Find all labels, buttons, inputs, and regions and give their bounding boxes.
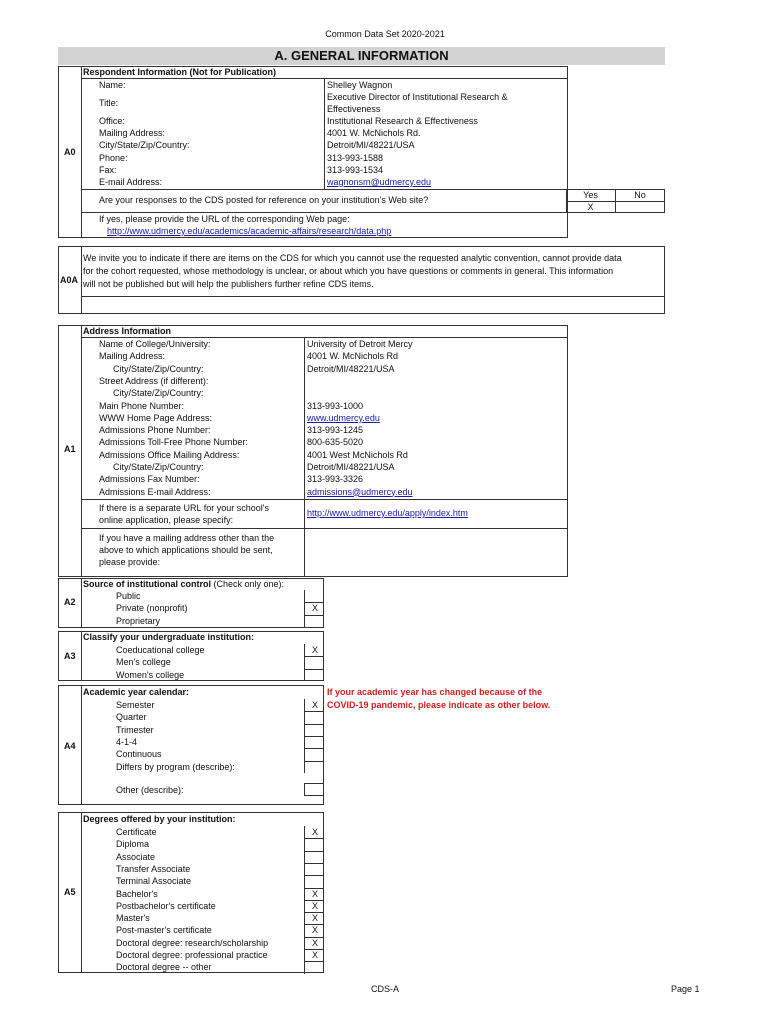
- a3-row-divider: [304, 669, 324, 670]
- a3-option-label: Coeducational college: [116, 645, 205, 655]
- section-code-a1: A1: [64, 444, 76, 454]
- a2-heading-note: (Check only one):: [211, 579, 285, 589]
- a0-fax-value: 313-993-1534: [327, 165, 384, 175]
- a1-row-label: City/State/Zip/Country:: [113, 363, 204, 374]
- a0-mail-label: Mailing Address:: [99, 128, 166, 138]
- a1-row-label: WWW Home Page Address:: [99, 412, 213, 423]
- a2-option-label: Private (nonprofit): [116, 603, 188, 614]
- a2-option-checkbox[interactable]: X: [311, 603, 318, 614]
- a4-covid-note-1: If your academic year has changed because of the: [327, 687, 543, 697]
- a1-row-value: University of Detroit Mercy: [307, 339, 413, 349]
- a0-title-value-1: Executive Director of Institutional Research &: [327, 92, 508, 102]
- a0a-text-1: We invite you to indicate if there are items on the CDS for which you cannot use the requested analytic convention, cannot provide data: [83, 253, 622, 263]
- a5-option-checkbox[interactable]: X: [311, 913, 318, 924]
- a0-fax-label: Fax:: [99, 165, 117, 175]
- a5-option-label: Diploma: [116, 839, 150, 850]
- section-code-a5: A5: [64, 887, 76, 897]
- a1-row-label: Admissions E-mail Address:: [99, 486, 211, 497]
- a2-row-divider: [304, 602, 324, 603]
- a5-option-checkbox[interactable]: X: [311, 888, 318, 899]
- a1-heading: Address Information: [83, 326, 172, 336]
- a4-row-divider: [304, 711, 324, 712]
- a5-option-label: Doctoral degree: professional practice: [116, 950, 268, 960]
- a1-row-label: City/State/Zip/Country:: [113, 462, 204, 472]
- section-code-a2: A2: [64, 597, 76, 607]
- a5-option-label: Terminal Associate: [116, 876, 192, 887]
- a5-row-divider: [304, 937, 324, 938]
- a5-row-divider: [304, 851, 324, 852]
- a1-row-value: 800-635-5020: [307, 437, 364, 448]
- a5-option-label: Associate: [116, 851, 156, 862]
- a5-heading: Degrees offered by your institution:: [83, 814, 236, 824]
- a5-option-label: Doctoral degree: research/scholarship: [116, 937, 269, 948]
- a4-row-divider: [304, 761, 324, 762]
- a4-other-checkbox[interactable]: [304, 783, 324, 796]
- a0a-text-3: will not be published but will help the publishers further refine CDS items.: [83, 279, 374, 289]
- a1-row-value: 313-993-1000: [307, 400, 364, 411]
- document-header: Common Data Set 2020-2021: [325, 29, 445, 39]
- a1-alt-mail-1: If you have a mailing address other than the: [99, 533, 275, 543]
- footer-page-number: Page 1: [671, 984, 700, 994]
- a1-row-value: 4001 W. McNichols Rd: [307, 351, 399, 362]
- a5-row-divider: [304, 912, 324, 913]
- a1-online-label-2: online application, please specify:: [99, 515, 234, 525]
- a1-row-value-link[interactable]: admissions@udmercy.edu: [307, 486, 413, 497]
- a0-mail-value: 4001 W. McNichols Rd.: [327, 128, 421, 138]
- a1-row-label: Admissions Toll-Free Phone Number:: [99, 437, 248, 448]
- a2-heading-main: Source of institutional control: [83, 579, 211, 589]
- a1-row-label: Name of College/University:: [99, 339, 211, 349]
- a3-option-checkbox[interactable]: X: [311, 645, 318, 655]
- a1-row-label: Admissions Phone Number:: [99, 425, 211, 436]
- a1-row-value: 313-993-1245: [307, 425, 364, 436]
- a4-option-checkbox[interactable]: X: [311, 700, 318, 710]
- a5-row-divider: [304, 888, 324, 889]
- a1-alt-mail-3: please provide:: [99, 557, 161, 567]
- a4-row-divider: [304, 724, 324, 725]
- a0-phone-label: Phone:: [99, 153, 128, 163]
- a5-option-checkbox[interactable]: X: [311, 827, 318, 837]
- a1-row-label: City/State/Zip/Country:: [113, 388, 204, 399]
- a5-row-divider: [304, 949, 324, 950]
- a0-name-value: Shelley Wagnon: [327, 80, 393, 90]
- a0-yes-label: Yes: [583, 190, 598, 200]
- a4-option-label: Differs by program (describe):: [116, 761, 235, 772]
- a4-option-label: Trimester: [116, 724, 154, 735]
- a2-option-label: Public: [116, 591, 141, 601]
- a5-option-label: Doctoral degree -- other: [116, 962, 212, 973]
- a5-option-label: Postbachelor's certificate: [116, 900, 216, 911]
- a4-option-label: 4-1-4: [116, 736, 138, 747]
- a5-option-checkbox[interactable]: X: [311, 925, 318, 936]
- a1-online-label-1: If there is a separate URL for your school's: [99, 503, 269, 513]
- a5-option-label: Transfer Associate: [116, 863, 191, 874]
- a3-option-label: Women's college: [116, 669, 185, 680]
- a5-option-label: Certificate: [116, 827, 157, 837]
- a0a-text-2: for the cohort requested, whose methodology is unclear, or about which you have questions or comments in general. This information: [83, 266, 614, 276]
- a4-row-divider: [304, 736, 324, 737]
- a2-option-label: Proprietary: [116, 615, 161, 626]
- a1-row-value: 313-993-3326: [307, 474, 364, 485]
- a3-option-label: Men's college: [116, 657, 171, 668]
- a1-row-value: 4001 West McNichols Rd: [307, 449, 408, 460]
- a1-row-label: Street Address (if different):: [99, 375, 209, 386]
- a4-option-label: Semester: [116, 700, 155, 710]
- section-title: A. GENERAL INFORMATION: [58, 47, 665, 65]
- a5-row-divider: [304, 961, 324, 962]
- a0-office-value: Institutional Research & Effectiveness: [327, 116, 478, 126]
- a0-email-link[interactable]: wagnonsm@udmercy.edu: [327, 177, 432, 187]
- a4-option-label: Continuous: [116, 749, 162, 760]
- a4-heading: Academic year calendar:: [83, 687, 190, 697]
- a5-row-divider: [304, 863, 324, 864]
- a3-row-divider: [304, 656, 324, 657]
- a4-covid-note-2: COVID-19 pandemic, please indicate as other below.: [327, 700, 551, 710]
- a0-city-label: City/State/Zip/Country:: [99, 140, 190, 150]
- a0-email-label: E-mail Address:: [99, 177, 163, 187]
- a5-row-divider: [304, 875, 324, 876]
- a1-row-value: Detroit/MI/48221/USA: [307, 363, 395, 374]
- a5-row-divider: [304, 838, 324, 839]
- a0-heading: Respondent Information (Not for Publication): [83, 67, 276, 77]
- a5-row-divider: [304, 900, 324, 901]
- a4-row-divider: [304, 748, 324, 749]
- a3-heading: Classify your undergraduate institution:: [83, 632, 255, 642]
- a2-heading: [83, 580, 284, 589]
- a1-row-value-link[interactable]: www.udmercy.edu: [307, 412, 380, 423]
- a5-option-label: Bachelor's: [116, 888, 158, 899]
- a2-row-divider: [304, 615, 324, 616]
- a0-title-label: Title:: [99, 98, 119, 108]
- section-code-a4: A4: [64, 741, 76, 751]
- a0-office-label: Office:: [99, 116, 125, 126]
- a5-option-checkbox[interactable]: X: [311, 950, 318, 960]
- a1-online-url-link[interactable]: http://www.udmercy.edu/apply/index.htm: [307, 508, 468, 518]
- a1-row-label: Main Phone Number:: [99, 400, 185, 411]
- a4-option-label: Quarter: [116, 712, 147, 723]
- a1-row-value: Detroit/MI/48221/USA: [307, 462, 395, 472]
- a2-checkbox-column: [304, 590, 305, 627]
- a5-option-checkbox[interactable]: X: [311, 900, 318, 911]
- a5-option-label: Master's: [116, 913, 150, 924]
- a0-title-value-2: Effectiveness: [327, 104, 381, 114]
- a5-option-checkbox[interactable]: X: [311, 937, 318, 948]
- a0-phone-value: 313-993-1588: [327, 153, 384, 163]
- a1-row-label: Mailing Address:: [99, 351, 166, 362]
- a3-checkbox-column: [304, 644, 305, 681]
- a4-other-label: Other (describe):: [116, 785, 184, 795]
- section-code-a3: A3: [64, 651, 76, 661]
- a0-yes-checkbox[interactable]: X: [587, 202, 594, 212]
- footer-center: CDS-A: [370, 984, 399, 994]
- a5-row-divider: [304, 924, 324, 925]
- section-code-a0: A0: [64, 147, 76, 157]
- a1-row-label: Admissions Fax Number:: [99, 474, 200, 485]
- a0-name-label: Name:: [99, 80, 126, 90]
- a0-no-label: No: [634, 190, 646, 200]
- a5-option-label: Post-master's certificate: [116, 925, 212, 936]
- section-code-a0a: A0A: [60, 275, 79, 285]
- a0-city-value: Detroit/MI/48221/USA: [327, 140, 415, 150]
- a1-row-label: Admissions Office Mailing Address:: [99, 449, 240, 460]
- a0-posted-question: Are your responses to the CDS posted for reference on your institution's Web site?: [99, 195, 429, 205]
- a0-url-link[interactable]: http://www.udmercy.edu/academics/academic-affairs/research/data.php: [107, 226, 392, 236]
- a1-alt-mail-2: above to which applications should be sent,: [99, 545, 273, 555]
- a0-url-question: If yes, please provide the URL of the corresponding Web page:: [99, 214, 350, 224]
